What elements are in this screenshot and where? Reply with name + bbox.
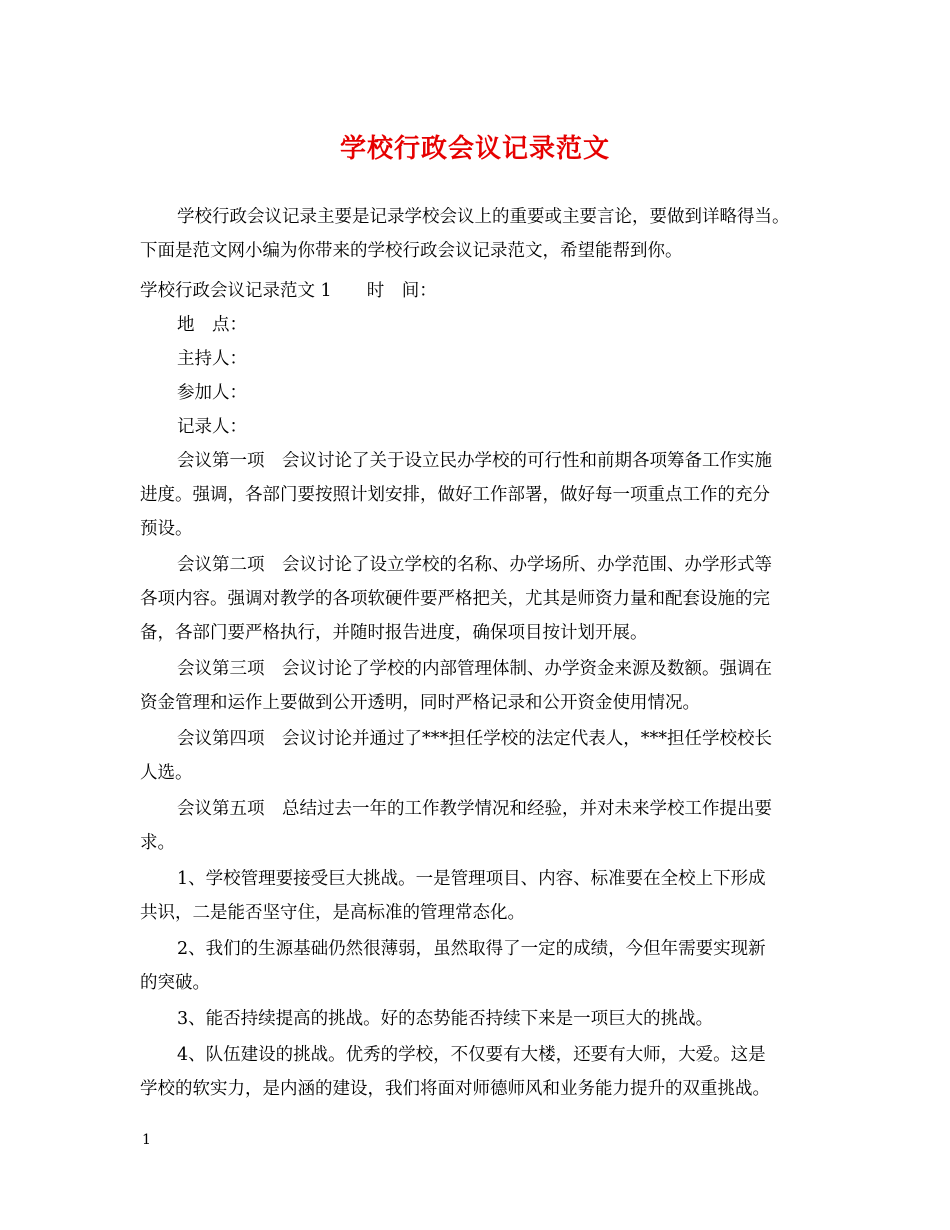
- section-heading: 学校行政会议记录范文 1 时 间：: [140, 281, 437, 301]
- agenda-item-4-line: 人选。: [140, 763, 193, 783]
- document-title: 学校行政会议记录范文: [339, 134, 610, 164]
- challenge-1-line: 共识，二是能否坚守住，是高标准的管理常态化。: [140, 903, 525, 923]
- agenda-item-2-line: 各项内容。强调对教学的各项软硬件要严格把关，尤其是师资力量和配套设施的完: [140, 589, 770, 609]
- page-number: 1: [142, 1132, 151, 1148]
- intro-line: 下面是范文网小编为你带来的学校行政会议记录范文，希望能帮到你。: [140, 241, 683, 261]
- challenge-4-line: 4、队伍建设的挑战。优秀的学校，不仅要有大楼，还要有大师，大爱。这是: [177, 1045, 766, 1065]
- agenda-item-5-line: 求。: [140, 833, 175, 853]
- agenda-item-1-line: 预设。: [140, 519, 193, 539]
- field-host: 主持人：: [177, 349, 247, 369]
- challenge-1-line: 1、学校管理要接受巨大挑战。一是管理项目、内容、标准要在全校上下形成: [177, 869, 766, 889]
- agenda-item-3-line: 资金管理和运作上要做到公开透明，同时严格记录和公开资金使用情况。: [140, 693, 700, 713]
- agenda-item-4-line: 会议第四项 会议讨论并通过了***担任学校的法定代表人，***担任学校校长: [177, 729, 772, 749]
- agenda-item-1-line: 进度。强调，各部门要按照计划安排，做好工作部署，做好每一项重点工作的充分: [140, 485, 770, 505]
- challenge-4-line: 学校的软实力，是内涵的建设，我们将面对师德师风和业务能力提升的双重挑战。: [140, 1079, 770, 1099]
- agenda-item-1-line: 会议第一项 会议讨论了关于设立民办学校的可行性和前期各项筹备工作实施: [177, 451, 772, 471]
- field-participants: 参加人：: [177, 383, 247, 403]
- agenda-item-2-line: 备，各部门要严格执行，并随时报告进度，确保项目按计划开展。: [140, 623, 648, 643]
- challenge-2-line: 的突破。: [140, 973, 210, 993]
- agenda-item-3-line: 会议第三项 会议讨论了学校的内部管理体制、办学资金来源及数额。强调在: [177, 659, 772, 679]
- challenge-2-line: 2、我们的生源基础仍然很薄弱，虽然取得了一定的成绩，今但年需要实现新: [177, 939, 766, 959]
- field-recorder: 记录人：: [177, 417, 247, 437]
- agenda-item-2-line: 会议第二项 会议讨论了设立学校的名称、办学场所、办学范围、办学形式等: [177, 555, 772, 575]
- field-location: 地 点：: [177, 315, 247, 335]
- challenge-3-line: 3、能否持续提高的挑战。好的态势能否持续下来是一项巨大的挑战。: [177, 1009, 714, 1029]
- agenda-item-5-line: 会议第五项 总结过去一年的工作教学情况和经验，并对未来学校工作提出要: [177, 799, 772, 819]
- intro-line: 学校行政会议记录主要是记录学校会议上的重要或主要言论，要做到详略得当。: [177, 207, 790, 227]
